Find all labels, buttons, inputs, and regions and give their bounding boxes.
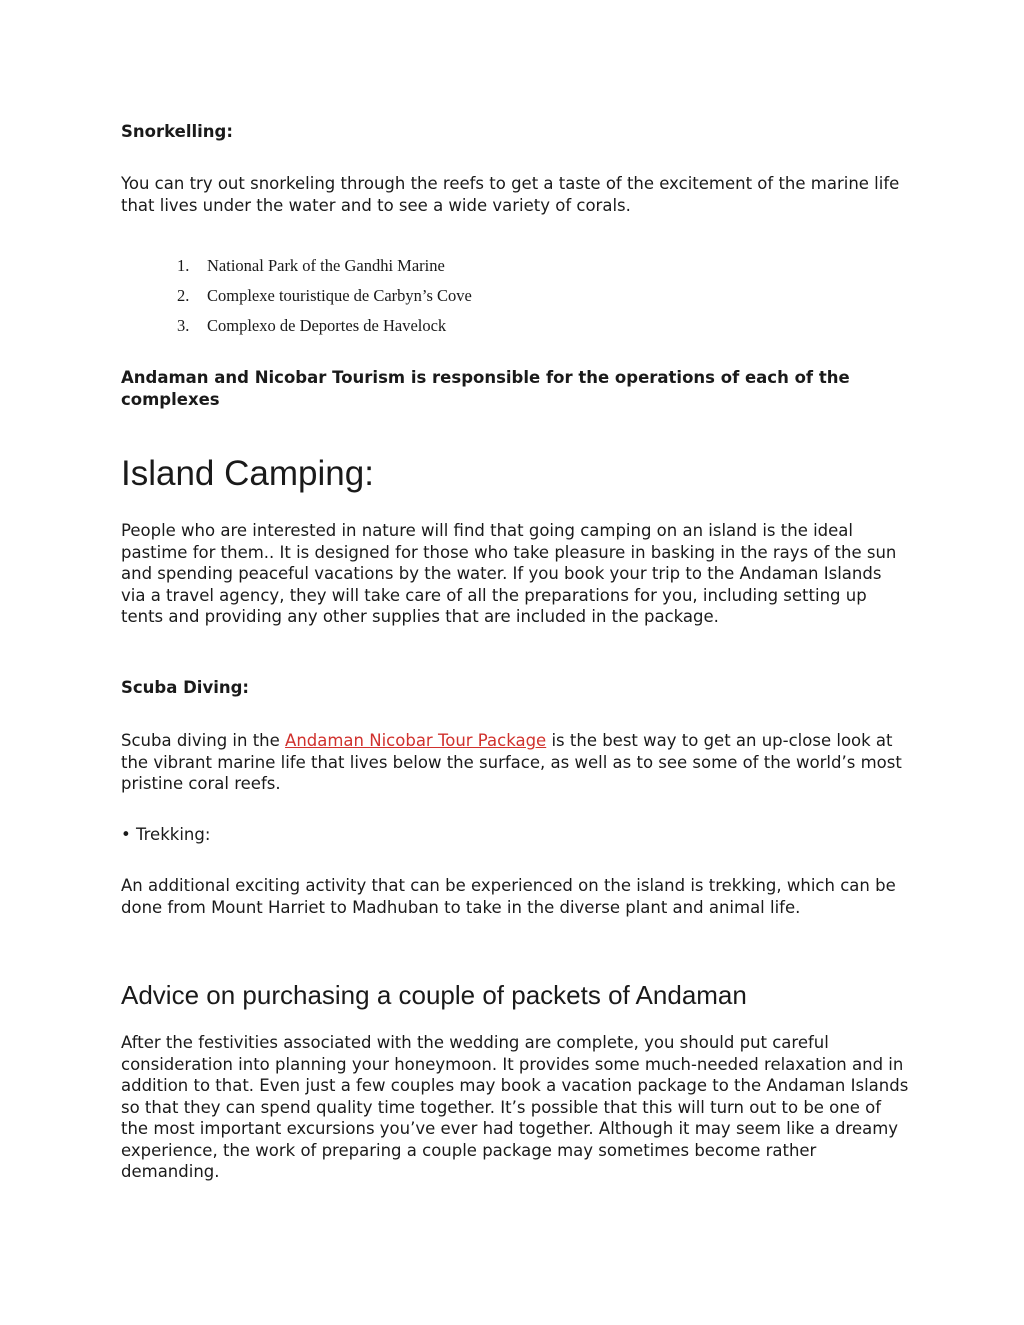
- list-item-text: Complexe touristique de Carbyn’s Cove: [207, 286, 472, 305]
- snorkelling-heading: Snorkelling:: [121, 122, 233, 141]
- list-number: 2.: [177, 286, 190, 305]
- scuba-paragraph: [121, 730, 911, 795]
- list-item: [121, 316, 911, 346]
- list-number: 3.: [177, 316, 190, 335]
- advice-heading: Advice on purchasing a couple of packets of Andaman: [121, 980, 747, 1010]
- scuba-text-before: Scuba diving in the: [121, 731, 286, 750]
- tourism-note: Andaman and Nicobar Tourism is responsible for the operations of each of the complexes: [121, 368, 850, 409]
- list-item: [121, 256, 911, 286]
- island-camping-heading: Island Camping:: [121, 454, 374, 493]
- list-number: 1.: [177, 256, 190, 275]
- snorkelling-paragraph: You can try out snorkeling through the reefs to get a taste of the excitement of the marine life that lives under the water and to see a wide variety of corals.: [121, 174, 900, 215]
- advice-paragraph: After the festivities associated with the wedding are complete, you should put careful consideration into planning your honeymoon. It provides some much-needed relaxation and in addition to that. Even just a few couples may book a vacation package to the Andaman Islands so that they can spend quality time together. It’s possible that this will turn out to be one of the most important excursions you’ve ever had together. Although it may seem like a dreamy experience, the work of preparing a couple package may sometimes become rather demanding.: [121, 1033, 909, 1181]
- island-camping-paragraph: People who are interested in nature will find that going camping on an island is the ideal pastime for them.. It is designed for those who take pleasure in basking in the rays of the sun and spending peaceful vacations by the water. If you book your trip to the Andaman Islands via a travel agency, they will take care of all the preparations for you, including setting up tents and providing any other supplies that are included in the package.: [121, 521, 897, 626]
- trekking-paragraph: An additional exciting activity that can be experienced on the island is trekking, which can be done from Mount Harriet to Madhuban to take in the diverse plant and animal life.: [121, 876, 896, 917]
- trekking-heading: • Trekking:: [121, 825, 211, 844]
- list-item-text: Complexo de Deportes de Havelock: [207, 316, 447, 335]
- list-item: [121, 286, 911, 316]
- list-item-text: National Park of the Gandhi Marine: [207, 256, 445, 275]
- scuba-text-after: is the best way to get an up-close look at the vibrant marine life that lives below the surface, as well as to see some of the world’s most pristine coral reefs.: [121, 731, 902, 793]
- scuba-heading: Scuba Diving:: [121, 678, 250, 697]
- marine-complex-list: [121, 256, 911, 346]
- tour-package-link[interactable]: Andaman Nicobar Tour Package: [285, 731, 547, 750]
